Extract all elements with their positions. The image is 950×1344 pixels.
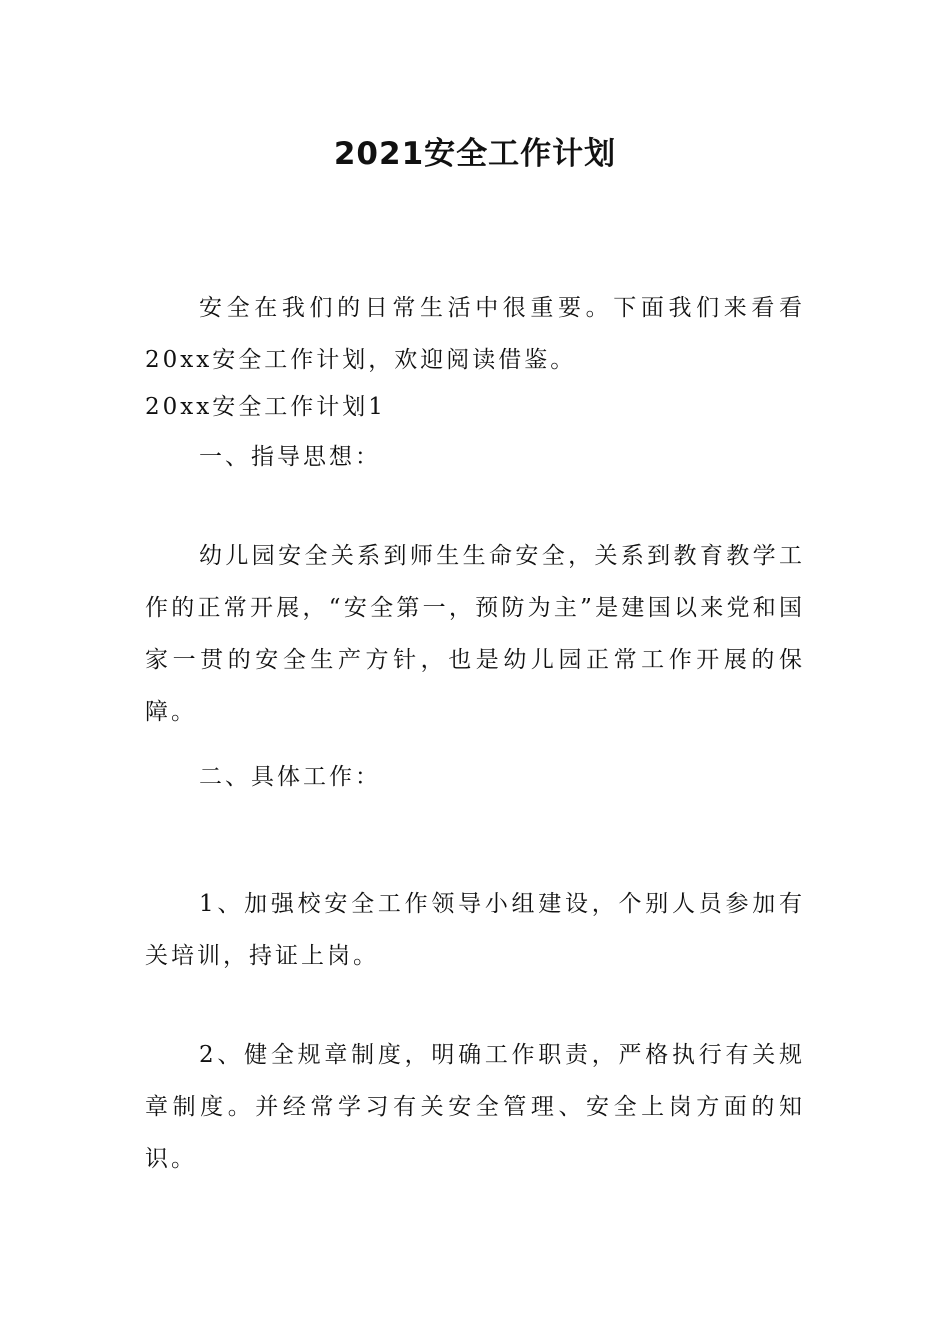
work-item-2: 2、健全规章制度，明确工作职责，严格执行有关规章制度。并经常学习有关安全管理、安全上岗方面的知识。 bbox=[145, 1042, 805, 1172]
heading-specific-work: 二、具体工作： bbox=[199, 764, 381, 790]
section-heading: 20xx安全工作计划1 bbox=[145, 394, 386, 420]
intro-paragraph: 安全在我们的日常生活中很重要。下面我们来看看20xx安全工作计划，欢迎阅读借鉴。 bbox=[145, 295, 805, 373]
guiding-ideology-paragraph: 幼儿园安全关系到师生生命安全，关系到教育教学工作的正常开展，“安全第一，预防为主”是建国以来党和国家一贯的安全生产方针，也是幼儿园正常工作开展的保障。 bbox=[145, 543, 805, 725]
work-item-1: 1、加强校安全工作领导小组建设，个别人员参加有关培训，持证上岗。 bbox=[145, 891, 805, 969]
heading-guiding-ideology: 一、指导思想： bbox=[199, 444, 381, 470]
document-title: 2021安全工作计划 bbox=[333, 136, 617, 172]
